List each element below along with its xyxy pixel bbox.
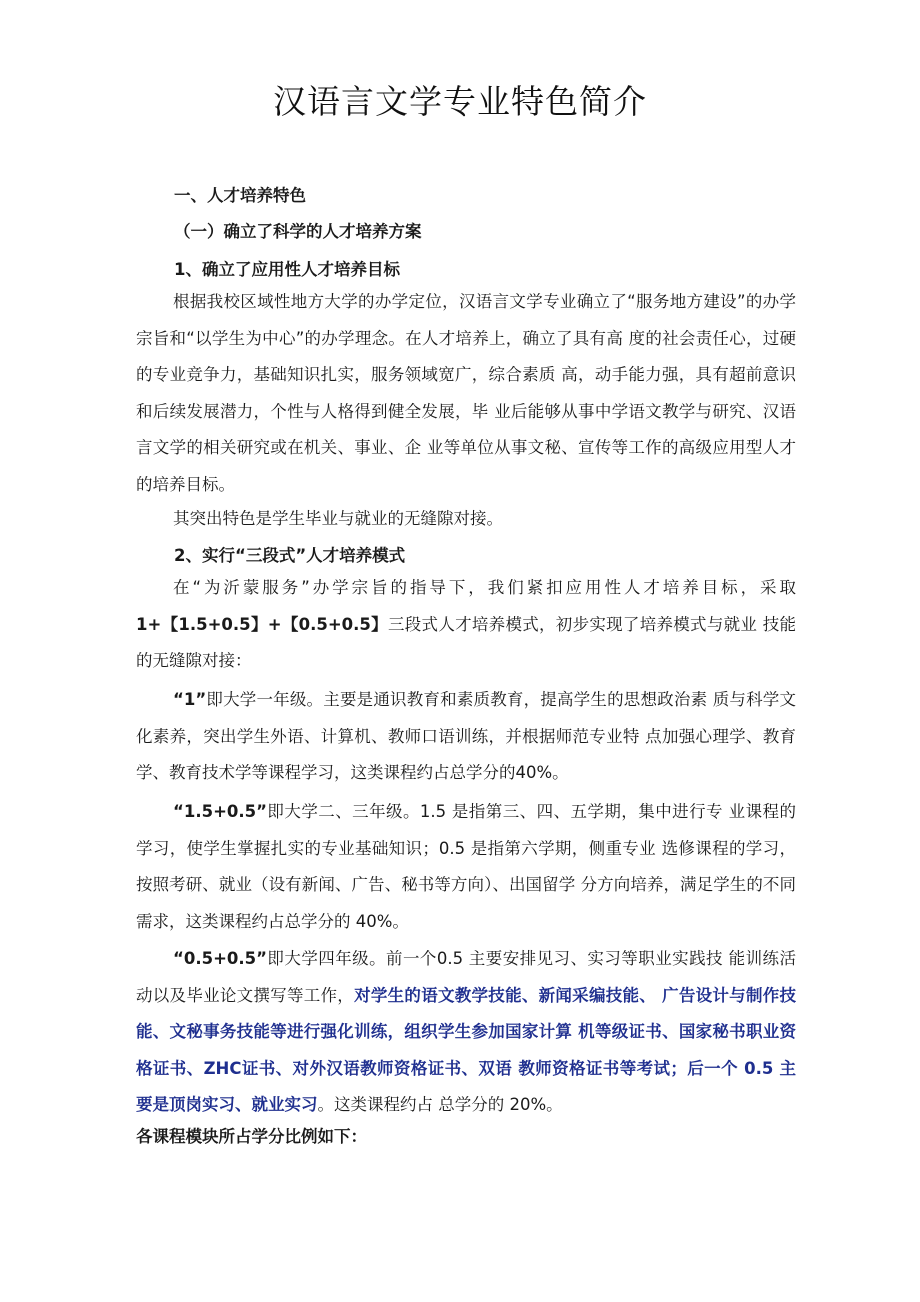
item-heading-1: 1、确立了应用性人才培养目标 <box>174 260 400 279</box>
stage-2-text: 即大学二、三年级。1.5 是指第三、四、五学期，集中进行专 业课程的学习，使学生掌握扎实的专业基础知识；0.5 是指第六学期，侧重专业 选修课程的学习，按照考研、就业（设有新闻、广告、秘书等方向）、出国留学 分方向培养，满足学生的不同需求，这类课程约占总学分的 40%。 <box>136 802 796 931</box>
three-stage-formula: 1+【1.5+0.5】+【0.5+0.5】 <box>136 614 388 634</box>
stage-3-highlight-text: 对学生的语文教学技能、新闻采编技能、 广告设计与制作技能、文秘事务技能等进行强化训练，组织学生参加国家计算 机等级证书、国家秘书职业资格证书、ZHC证书、对外汉语教师资格证书、双语 教师资格证书等考试；后一个 0.5 主要是顶岗实习、就业实习 <box>136 985 797 1114</box>
paragraph-highlight: 其突出特色是学生毕业与就业的无缝隙对接。 <box>173 509 503 528</box>
document-title: 汉语言文学专业特色简介 <box>273 82 647 121</box>
stage-3-text: 即大学四年级。前一个0.5 主要安排见习、实习等职业实践技 能训练活动以及毕业论文撰写等工作， <box>136 949 796 1005</box>
paragraph-training-goal: 根据我校区域性地方大学的办学定位，汉语言文学专业确立了“服务地方建设”的办学宗旨和“以学生为中心”的办学理念。在人才培养上，确立了具有高 度的社会责任心，过硬的专业竞争力，基础知识扎实，服务领域宽广，综合素质 高，动手能力强，具有超前意识和后续发展潜力，个性与人格得到健全发展，毕 业后能够从事中学语文教学与研究、汉语言文学的相关研究或在机关、事业、企 业等单位从事文秘、宣传等工作的高级应用型人才的培养目标。 <box>136 292 796 494</box>
paragraph-stage-3 <box>136 941 796 1124</box>
stage-3-label: “0.5+0.5” <box>173 949 267 968</box>
section-heading-1: 一、人才培养特色 <box>174 186 306 205</box>
paragraph-three-stage <box>136 570 796 680</box>
paragraph-stage-2 <box>136 794 796 940</box>
stage-3-text-end: 。这类课程约占 总学分的 20%。 <box>317 1095 563 1114</box>
course-module-caption: 各课程模块所占学分比例如下： <box>136 1127 367 1146</box>
stage-1-text: 即大学一年级。主要是通识教育和素质教育，提高学生的思想政治素 质与科学文化素养，突出学生外语、计算机、教师口语训练，并根据师范专业特 点加强心理学、教育学、教育技术学等课程学习，这类课程约占总学分的40%。 <box>136 690 796 782</box>
paragraph-three-stage-rest: 三段式人才培养模式，初步实现了培养模式与就业 技能的无缝隙对接： <box>136 614 796 670</box>
item-heading-2: 2、实行“三段式”人才培养模式 <box>174 546 406 565</box>
subsection-heading-1: （一）确立了科学的人才培养方案 <box>174 222 422 241</box>
paragraph-three-stage-intro: 在“为沂蒙服务”办学宗旨的指导下，我们紧扣应用性人才培养目标，采取 <box>173 578 796 597</box>
stage-1-label: “1” <box>173 690 207 709</box>
paragraph-stage-1 <box>136 682 796 792</box>
stage-2-label: “1.5+0.5” <box>173 802 267 821</box>
